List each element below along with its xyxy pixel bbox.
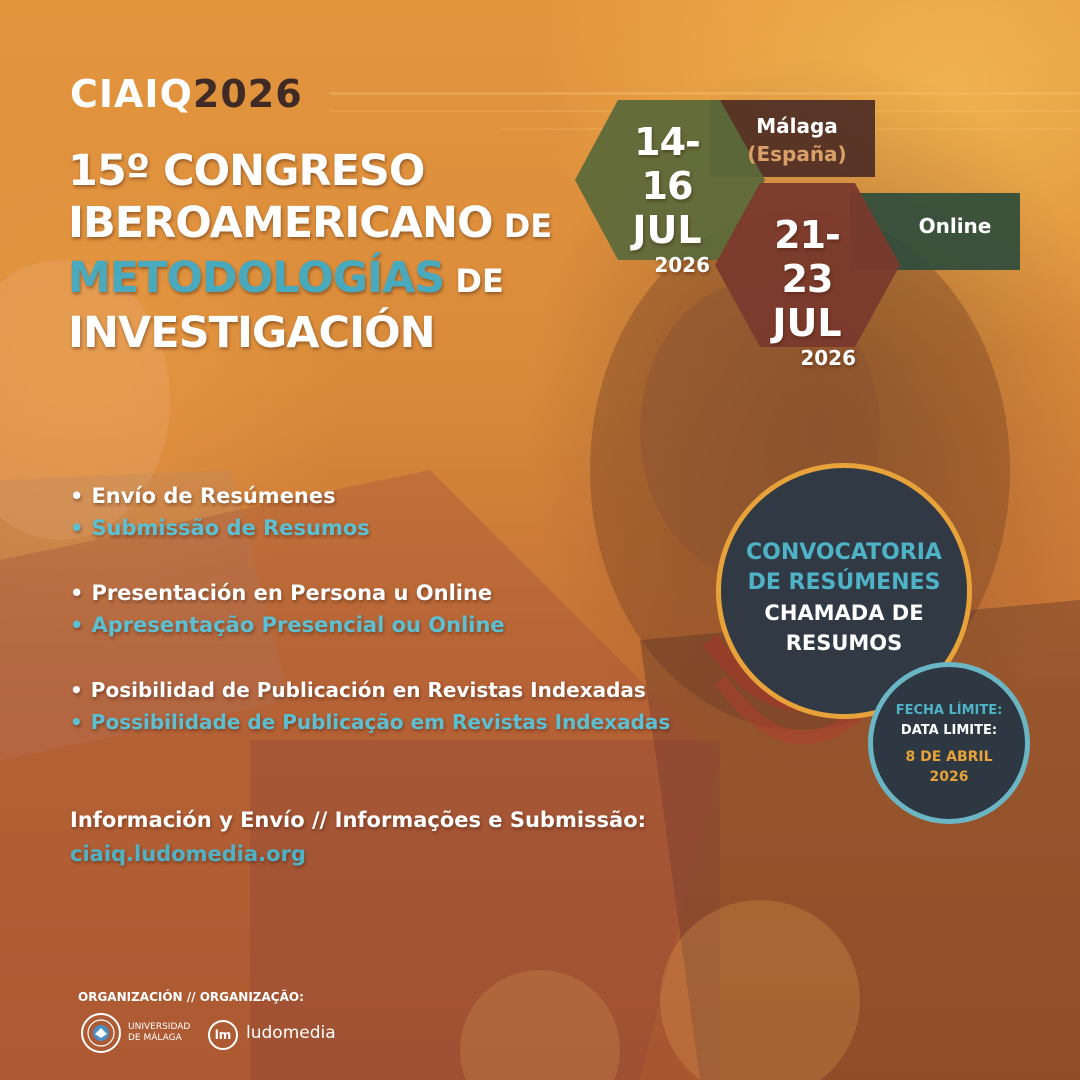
date-year-online: 2026 bbox=[800, 346, 856, 370]
date-month-online: JUL bbox=[772, 301, 842, 345]
title-line-2-main: IBEROAMERICANO bbox=[68, 198, 493, 248]
ludomedia-name: ludomedia bbox=[246, 1023, 336, 1043]
bullet-icon: • bbox=[70, 516, 84, 540]
date-block-online bbox=[752, 213, 862, 371]
deadline-date-line-1: 8 DE ABRIL bbox=[905, 749, 993, 765]
deadline-date-line-2: 2026 bbox=[929, 769, 969, 785]
bullet-icon: • bbox=[70, 613, 84, 637]
feature-pt-text: Submissão de Resumos bbox=[91, 516, 370, 540]
feature-es bbox=[70, 674, 750, 706]
feature-presentation bbox=[70, 577, 750, 641]
feature-publication bbox=[70, 674, 750, 738]
feature-pt bbox=[70, 706, 750, 738]
date-block-malaga bbox=[612, 120, 722, 278]
location-malaga bbox=[742, 112, 852, 168]
ludomedia-logo-icon: lm bbox=[208, 1020, 238, 1050]
title-line-1: 15º CONGRESO bbox=[68, 146, 425, 196]
call-es-line-1: CONVOCATORIA bbox=[746, 540, 942, 565]
university-seal-icon bbox=[80, 1012, 122, 1054]
bullet-icon: • bbox=[70, 484, 84, 508]
deadline-label-pt: DATA LIMITE: bbox=[900, 723, 998, 738]
bullet-icon: • bbox=[70, 678, 83, 702]
title-line-2-suffix: DE bbox=[492, 207, 553, 245]
bullet-icon: • bbox=[70, 710, 83, 734]
title-line-4: INVESTIGACIÓN bbox=[68, 308, 435, 358]
organization-label: ORGANIZACIÓN // ORGANIZAÇÃO: bbox=[78, 990, 304, 1004]
date-days-online: 21-23 bbox=[774, 213, 840, 301]
title-line-3-suffix: DE bbox=[444, 262, 504, 300]
feature-es bbox=[70, 480, 750, 512]
feature-pt bbox=[70, 609, 750, 641]
location-malaga-city: Málaga bbox=[756, 114, 838, 138]
ciaiq-logo bbox=[70, 72, 303, 116]
university-name-line-1: UNIVERSIDAD bbox=[128, 1022, 191, 1032]
university-name-line-2: DE MÁLAGA bbox=[128, 1033, 182, 1043]
feature-pt-text: Apresentação Presencial ou Online bbox=[91, 613, 505, 637]
deadline-badge bbox=[868, 662, 1030, 824]
university-name bbox=[128, 1022, 190, 1044]
website-link[interactable]: ciaiq.ludomedia.org bbox=[70, 842, 306, 866]
call-pt-line-1: CHAMADA DE bbox=[764, 601, 924, 625]
info-label: Información y Envío // Informações e Submissão: bbox=[70, 808, 647, 832]
deadline-labels bbox=[873, 701, 1025, 741]
call-pt-line-2: RESUMOS bbox=[785, 631, 903, 655]
date-month-malaga: JUL bbox=[632, 208, 702, 252]
feature-pt bbox=[70, 512, 750, 544]
logo-text-year: 2026 bbox=[192, 72, 303, 116]
call-pt bbox=[721, 598, 967, 658]
date-year-malaga: 2026 bbox=[654, 253, 710, 277]
feature-es-text: Presentación en Persona u Online bbox=[91, 581, 493, 605]
feature-es-text: Posibilidad de Publicación en Revistas Indexadas bbox=[90, 678, 646, 702]
feature-pt-text: Possibilidade de Publicação em Revistas Indexadas bbox=[90, 710, 671, 734]
date-days-malaga: 14-16 bbox=[634, 120, 700, 208]
title-line-2 bbox=[68, 197, 588, 252]
congress-title bbox=[68, 145, 588, 359]
feature-es-text: Envío de Resúmenes bbox=[91, 484, 336, 508]
location-malaga-country: (España) bbox=[747, 142, 847, 166]
feature-submission bbox=[70, 480, 750, 544]
call-es bbox=[721, 538, 967, 598]
info-block bbox=[70, 803, 646, 871]
deadline-date bbox=[873, 747, 1025, 787]
title-line-3-main: METODOLOGÍAS bbox=[68, 253, 445, 303]
bullet-icon: • bbox=[70, 581, 84, 605]
title-line-3 bbox=[68, 252, 588, 307]
call-es-line-2: DE RESÚMENES bbox=[747, 570, 941, 595]
deadline-label-es: FECHA LÍMITE: bbox=[895, 703, 1003, 718]
feature-es bbox=[70, 577, 750, 609]
logo-text-ciaiq: CIAIQ bbox=[70, 72, 193, 116]
location-online: Online bbox=[918, 214, 992, 238]
